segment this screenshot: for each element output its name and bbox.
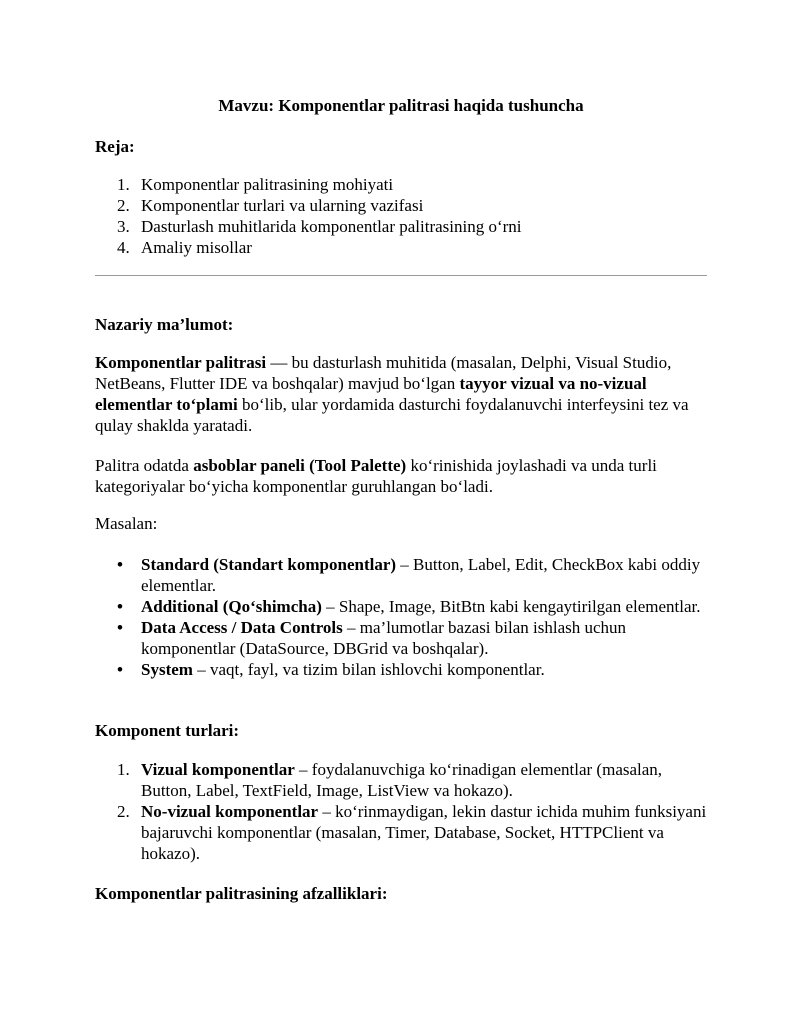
type-text: – foydalanuvchiga ko‘rinadigan elementlar (masalan, Button, Label, TextField, Image, ListView va hokazo). — [141, 760, 663, 800]
paragraph-text: — bu dasturlash muhitida (masalan, Delphi, Visual Studio, NetBeans, Flutter IDE va boshqalar) mavjud bo‘lgan — [95, 353, 672, 393]
term-komponentlar-palitrasi: Komponentlar palitrasi — [95, 353, 267, 372]
example-label: Masalan: — [95, 514, 158, 533]
theory-paragraph-1 — [95, 352, 707, 436]
example-term: Standard (Standart komponentlar) — [141, 555, 397, 574]
example-text: – Shape, Image, BitBtn kabi kengaytirilgan elementlar. — [321, 597, 701, 616]
example-text: – ma’lumotlar bazasi bilan ishlash uchun komponentlar (DataSource, DBGrid va boshqalar). — [141, 618, 627, 658]
term-tayyor-elementlar: tayyor vizual va no-vizual elementlar to‘plami — [95, 374, 647, 414]
paragraph-text: Palitra odatda — [95, 456, 194, 475]
example-item — [95, 554, 707, 596]
bullet-icon: • — [117, 597, 123, 616]
example-text: – vaqt, fayl, va tizim bilan ishlovchi komponentlar. — [192, 660, 545, 679]
plan-item-number: 3. — [117, 217, 130, 236]
plan-item-text: Dasturlash muhitlarida komponentlar palitrasining o‘rni — [141, 217, 522, 236]
horizontal-divider — [95, 275, 707, 276]
plan-item-text: Amaliy misollar — [141, 238, 252, 257]
plan-item-number: 4. — [117, 238, 130, 257]
theory-heading: Nazariy ma’lumot: — [95, 315, 234, 334]
bullet-icon: • — [117, 555, 123, 574]
bullet-icon: • — [117, 660, 123, 679]
plan-item — [95, 174, 707, 195]
example-term: Additional (Qo‘shimcha) — [141, 597, 322, 616]
example-term: Data Access / Data Controls — [141, 618, 343, 637]
example-text: – Button, Label, Edit, CheckBox kabi oddiy elementlar. — [141, 555, 701, 595]
types-heading: Komponent turlari: — [95, 721, 240, 740]
plan-item — [95, 216, 707, 237]
type-term: No-vizual komponentlar — [141, 802, 319, 821]
type-item — [95, 759, 707, 801]
types-list — [95, 759, 707, 864]
example-item — [95, 617, 707, 659]
plan-item-text: Komponentlar turlari va ularning vazifasi — [141, 196, 424, 215]
example-item — [95, 596, 707, 617]
term-tool-palette: asboblar paneli (Tool Palette) — [193, 456, 407, 475]
type-item — [95, 801, 707, 864]
type-text: – ko‘rinmaydigan, lekin dastur ichida muhim funksiyani bajaruvchi komponentlar (masalan, Timer, Database, Socket, HTTPClient va hokazo). — [141, 802, 707, 863]
plan-item-text: Komponentlar palitrasining mohiyati — [141, 175, 394, 194]
example-term: System — [141, 660, 193, 679]
type-term: Vizual komponentlar — [141, 760, 295, 779]
paragraph-text: bo‘lib, ular yordamida dasturchi foydalanuvchi interfeysini tez va qulay shaklda yaratadi. — [95, 395, 689, 435]
example-item — [95, 659, 707, 680]
type-item-number: 1. — [117, 760, 130, 779]
document-title: Mavzu: Komponentlar palitrasi haqida tushuncha — [218, 96, 584, 115]
plan-item-number: 2. — [117, 196, 130, 215]
paragraph-text: ko‘rinishida joylashadi va unda turli kategoriyalar bo‘yicha komponentlar guruhlangan bo‘ladi. — [95, 456, 657, 496]
plan-item — [95, 237, 707, 258]
bullet-icon: • — [117, 618, 123, 637]
type-item-number: 2. — [117, 802, 130, 821]
plan-heading: Reja: — [95, 137, 135, 156]
examples-list — [95, 554, 707, 680]
plan-item — [95, 195, 707, 216]
advantages-heading: Komponentlar palitrasining afzalliklari: — [95, 884, 388, 903]
plan-list — [95, 174, 707, 258]
theory-paragraph-2 — [95, 455, 707, 497]
plan-item-number: 1. — [117, 175, 130, 194]
